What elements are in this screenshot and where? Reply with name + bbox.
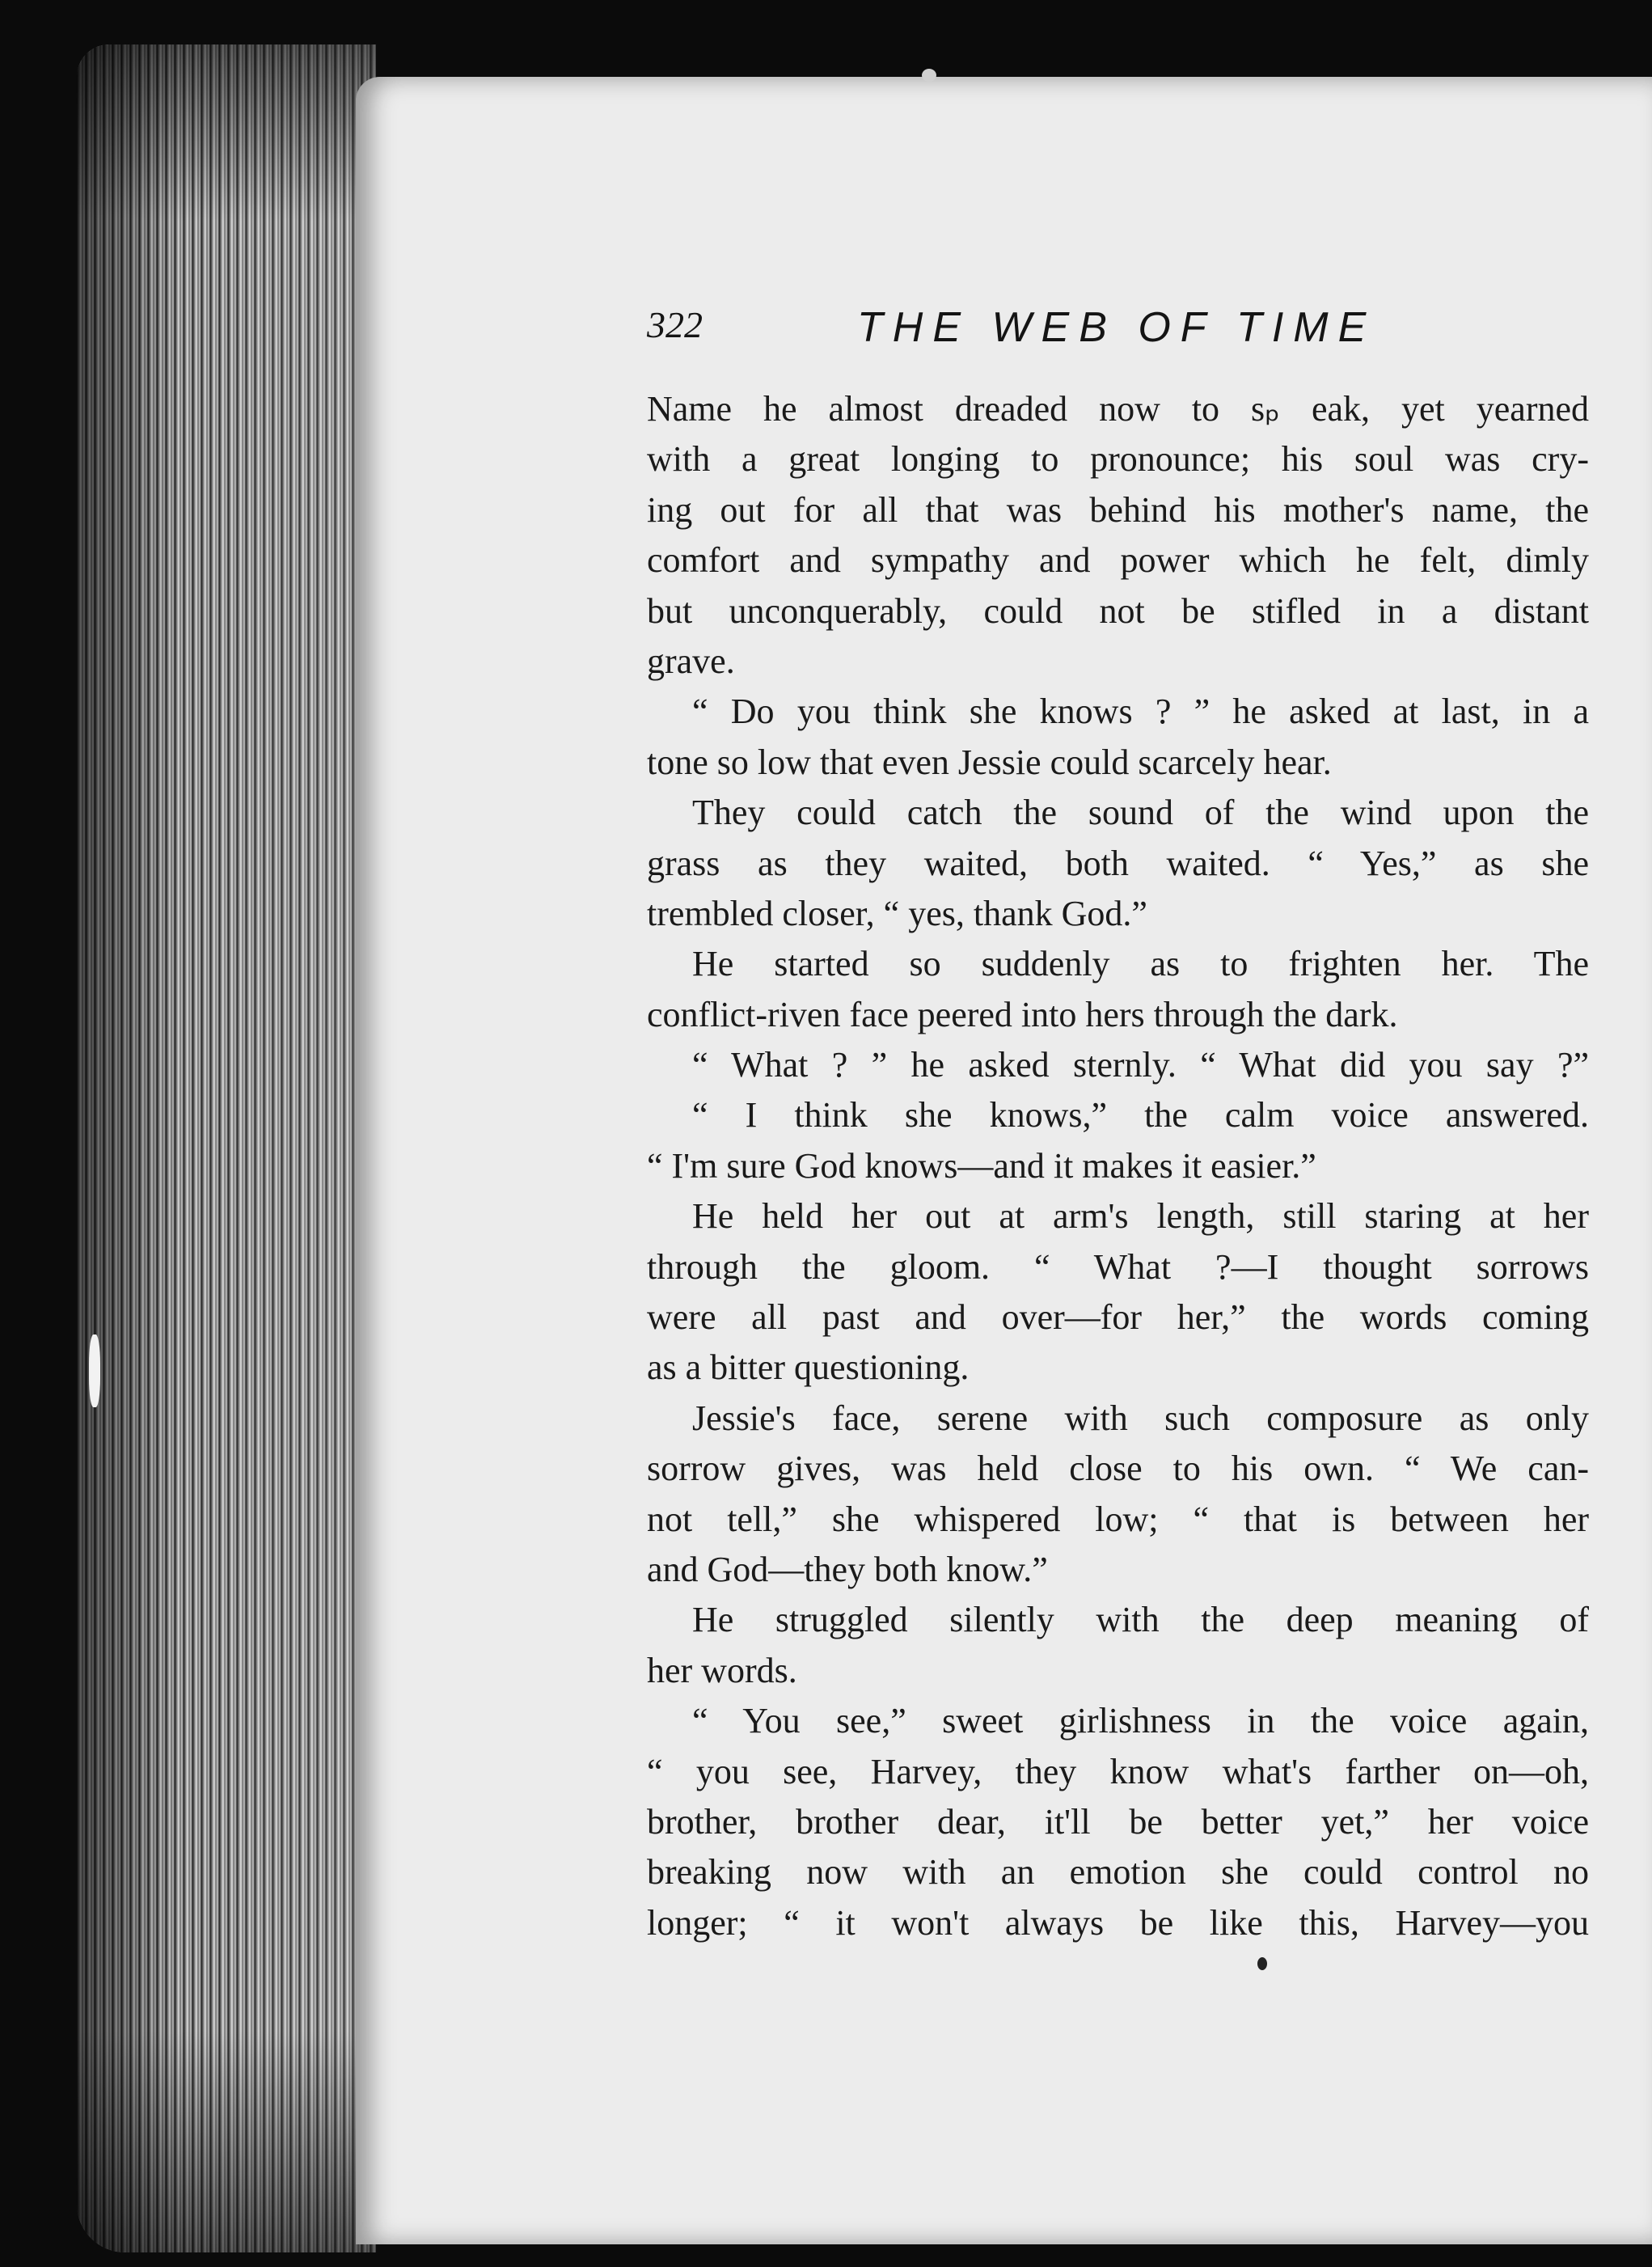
text-line: Jessie's face, serene with such composure as only — [692, 1398, 1589, 1438]
text-line: longer; “ it won't always be like this, Harvey—you — [647, 1902, 1589, 1943]
text-line: Name he almost dreaded now to sₚ eak, yet yearned — [647, 389, 1589, 429]
text-line: “ Do you think she knows ? ” he asked at last, in a — [692, 692, 1589, 732]
running-head — [647, 303, 1585, 360]
text-line: grass as they waited, both waited. “ Yes,” as she — [647, 843, 1589, 883]
text-line: not tell,” she whispered low; “ that is between her — [647, 1499, 1589, 1539]
text-line: They could catch the sound of the wind upon the — [692, 793, 1589, 833]
text-line: “ I think she knows,” the calm voice answered. — [692, 1095, 1589, 1136]
text-line: “ What ? ” he asked sternly. “ What did you say ?” — [692, 1045, 1589, 1085]
text-line: sorrow gives, was held close to his own. “ We can- — [647, 1449, 1589, 1489]
dust-speck — [922, 69, 936, 82]
text-line: “ you see, Harvey, they know what's farther on—oh, — [647, 1751, 1589, 1791]
text-line: ing out for all that was behind his mother's name, the — [647, 489, 1589, 530]
text-line: brother, brother dear, it'll be better yet,” her voice — [647, 1801, 1589, 1842]
text-line: tone so low that even Jessie could scarcely hear. — [647, 742, 1332, 782]
text-line: grave. — [647, 641, 735, 681]
dust-speck — [1257, 1957, 1267, 1970]
text-line: conflict-riven face peered into hers through the dark. — [647, 994, 1398, 1034]
text-line: He held her out at arm's length, still staring at her — [692, 1196, 1589, 1237]
text-line: “ I'm sure God knows—and it makes it easier.” — [647, 1145, 1316, 1186]
page-edges — [77, 44, 376, 2252]
book-title: THE WEB OF TIME — [857, 304, 1376, 351]
dust-speck — [89, 1334, 100, 1407]
text-line: but unconquerably, could not be stifled in a distant — [647, 590, 1589, 631]
text-line: and God—they both know.” — [647, 1549, 1048, 1589]
text-line: through the gloom. “ What ?—I thought sorrows — [647, 1246, 1589, 1287]
body-text — [647, 384, 1589, 1948]
text-line: He struggled silently with the deep meaning of — [692, 1600, 1589, 1640]
text-line: with a great longing to pronounce; his soul was cry- — [647, 439, 1589, 480]
text-line: trembled closer, “ yes, thank God.” — [647, 893, 1147, 933]
text-line: her words. — [647, 1650, 797, 1690]
text-line: He started so suddenly as to frighten her. The — [692, 944, 1589, 984]
text-line: were all past and over—for her,” the words coming — [647, 1297, 1589, 1338]
text-line: as a bitter questioning. — [647, 1347, 970, 1388]
text-line: “ You see,” sweet girlishness in the voice again, — [692, 1701, 1589, 1741]
page-number: 322 — [647, 304, 703, 345]
text-line: breaking now with an emotion she could control no — [647, 1852, 1589, 1893]
text-line: comfort and sympathy and power which he felt, dimly — [647, 540, 1589, 581]
